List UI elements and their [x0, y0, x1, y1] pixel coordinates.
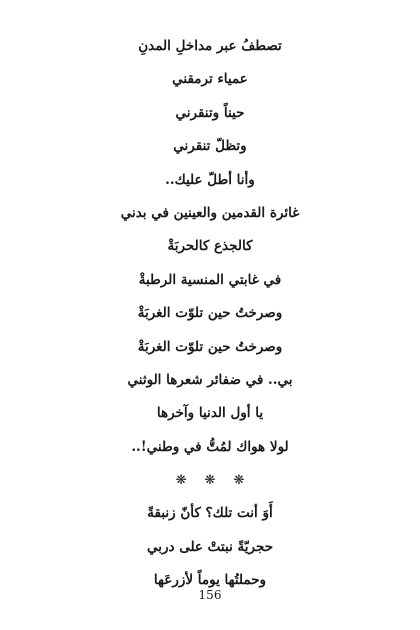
poem-line: حيناً وتنقرني [175, 104, 245, 121]
poem-line: لولا هواك لمُتُّ في وطني!.. [131, 438, 289, 455]
poem-line: وصرختُ حين تلوّت الغربَةْ [137, 305, 283, 322]
poem-line: غائرة القدمين والعينين في بدني [120, 204, 300, 221]
ornament-star: ❋ [233, 473, 245, 489]
poem-line: وحملتُها يوماً لأزرعَها [153, 572, 267, 589]
poem-line: في غابتي المنسية الرطبةْ [138, 271, 282, 288]
poem-line: بي.. في ضفائر شعرها الوثني [127, 371, 293, 388]
ornament-star: ❋ [175, 473, 187, 489]
section-divider [0, 464, 420, 497]
poem-line: عمياء ترمقني [172, 71, 248, 88]
poem-line: وتظلّ تنقرني [173, 138, 247, 155]
page-number: 156 [198, 588, 222, 602]
poem-line: حجريّةً نبتتْ على دربي [146, 538, 274, 555]
poem-line: أَوَ أنت تلك؟ كأنّ زنبقةً [147, 505, 273, 522]
poem-line: كالجذع كالحربَةْ [167, 238, 253, 255]
poem-line: وأنا أطلّ عليك.. [165, 171, 255, 188]
poem-line: يا أول الدنيا وآخرها [156, 405, 264, 422]
poem-line: وصرختُ حين تلوّت الغربَةْ [137, 338, 283, 355]
poem-line: تصطفُ عبر مداخلِ المدنِ [138, 38, 282, 54]
ornament-star: ❋ [204, 473, 216, 489]
poem [0, 30, 420, 598]
